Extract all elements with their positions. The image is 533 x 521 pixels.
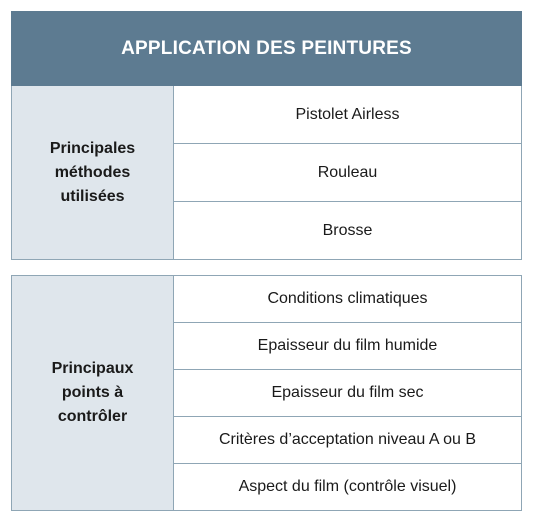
methods-label-line: méthodes — [54, 163, 131, 181]
methods-list — [174, 86, 521, 259]
table-title: APPLICATION DES PEINTURES — [121, 37, 412, 59]
list-item: Epaisseur du film sec — [174, 370, 521, 417]
controls-section — [11, 275, 522, 511]
controls-label — [12, 276, 174, 510]
list-item: Critères d’acceptation niveau A ou B — [174, 417, 521, 464]
methods-section — [11, 86, 522, 260]
methods-label — [12, 86, 174, 259]
list-item: Conditions climatiques — [174, 276, 521, 323]
controls-label-line: contrôler — [57, 408, 128, 425]
controls-label-line: points à — [61, 384, 124, 401]
methods-label-line: Principales — [49, 139, 136, 157]
methods-label-line: utilisées — [60, 187, 125, 205]
list-item: Pistolet Airless — [174, 86, 521, 144]
list-item: Brosse — [322, 221, 373, 239]
list-item: Epaisseur du film humide — [174, 323, 521, 370]
controls-list — [174, 276, 521, 510]
list-item: Rouleau — [174, 144, 521, 202]
controls-label-line: Principaux — [51, 360, 134, 377]
table-header — [11, 11, 522, 86]
list-item: Aspect du film (contrôle visuel) — [238, 478, 457, 495]
